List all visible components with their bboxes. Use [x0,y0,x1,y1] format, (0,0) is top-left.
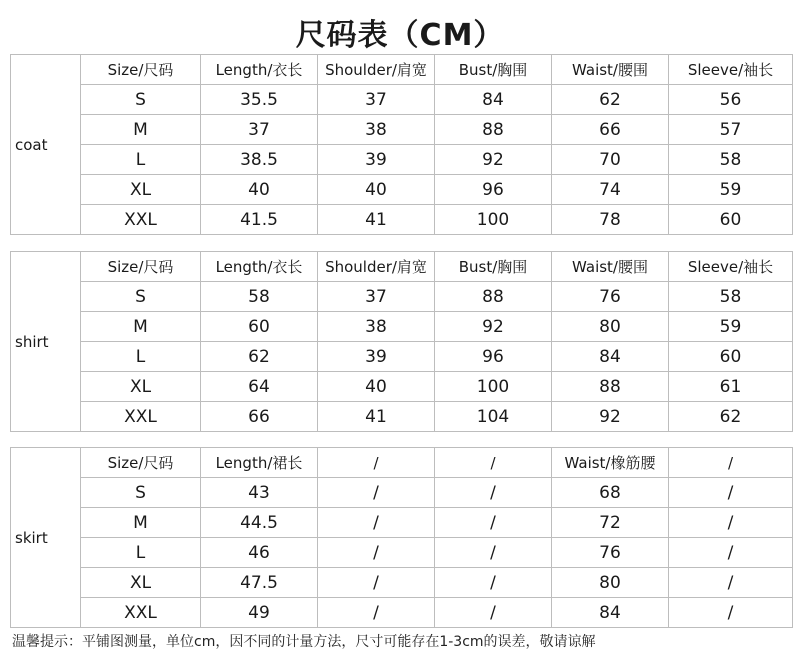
measurement-cell: 92 [552,402,669,432]
measurement-cell: 96 [435,342,552,372]
column-header: Waist/腰围 [552,252,669,282]
column-header: Length/裙长 [201,448,318,478]
measurement-cell: 49 [201,598,318,628]
column-header: Size/尺码 [81,252,201,282]
measurement-cell: 104 [435,402,552,432]
measurement-cell: / [435,598,552,628]
table-row [11,115,793,145]
measurement-cell: 35.5 [201,85,318,115]
measurement-cell: 74 [552,175,669,205]
column-header: / [669,448,793,478]
table-row [11,568,793,598]
measurement-cell: / [318,508,435,538]
measurement-cell: 66 [201,402,318,432]
measurement-cell: 59 [669,175,793,205]
measurement-cell: 66 [552,115,669,145]
table-row [11,282,793,312]
measurement-cell: 62 [201,342,318,372]
measurement-cell: 84 [552,342,669,372]
column-header: Length/衣长 [201,55,318,85]
measurement-cell: / [669,508,793,538]
measurement-cell: 61 [669,372,793,402]
table-row [11,312,793,342]
table-row [11,205,793,235]
size-cell: XXL [81,598,201,628]
column-header: Length/衣长 [201,252,318,282]
garment-label: coat [11,55,81,235]
column-header: Shoulder/肩宽 [318,55,435,85]
measurement-cell: 60 [669,342,793,372]
measurement-cell: 100 [435,205,552,235]
size-cell: S [81,282,201,312]
column-header: / [435,448,552,478]
size-cell: L [81,342,201,372]
measurement-cell: / [435,478,552,508]
measurement-cell: 72 [552,508,669,538]
table-row [11,175,793,205]
measurement-cell: 40 [318,372,435,402]
measurement-cell: 78 [552,205,669,235]
measurement-cell: 88 [435,115,552,145]
measurement-cell: 64 [201,372,318,402]
measurement-cell: 37 [318,85,435,115]
table-row [11,598,793,628]
measurement-cell: 96 [435,175,552,205]
size-cell: M [81,115,201,145]
size-cell: XXL [81,402,201,432]
table-row [11,342,793,372]
page-title: 尺码表（CM） [295,18,505,53]
measurement-cell: 84 [435,85,552,115]
column-header: Bust/胸围 [435,252,552,282]
measurement-cell: / [669,568,793,598]
table-row [11,372,793,402]
table-row [11,538,793,568]
measurement-cell: / [669,538,793,568]
measurement-cell: 84 [552,598,669,628]
measurement-cell: 43 [201,478,318,508]
size-cell: L [81,145,201,175]
table-row [11,145,793,175]
measurement-cell: 62 [552,85,669,115]
measurement-cell: 41 [318,205,435,235]
size-cell: XL [81,175,201,205]
measurement-cell: 59 [669,312,793,342]
measurement-cell: / [318,478,435,508]
size-cell: S [81,85,201,115]
measurement-cell: / [669,478,793,508]
measurement-cell: / [435,508,552,538]
column-header: Shoulder/肩宽 [318,252,435,282]
measurement-cell: 60 [669,205,793,235]
measurement-cell: 38 [318,115,435,145]
measurement-cell: 92 [435,145,552,175]
measurement-cell: 38 [318,312,435,342]
column-header: Size/尺码 [81,55,201,85]
skirt-size-table [10,447,793,628]
measurement-cell: 40 [318,175,435,205]
measurement-cell: 88 [435,282,552,312]
measurement-cell: 92 [435,312,552,342]
garment-label: skirt [11,448,81,628]
measurement-cell: 46 [201,538,318,568]
measurement-cell: / [435,538,552,568]
measurement-cell: 62 [669,402,793,432]
table-row [11,402,793,432]
table-row [11,478,793,508]
size-cell: L [81,538,201,568]
measurement-cell: / [318,598,435,628]
header-row [11,55,793,85]
measurement-cell: 80 [552,312,669,342]
coat-size-table [10,54,793,235]
table-row [11,85,793,115]
measurement-cell: 76 [552,538,669,568]
header-row [11,448,793,478]
measurement-cell: / [318,568,435,598]
column-header: Sleeve/袖长 [669,252,793,282]
measurement-cell: 76 [552,282,669,312]
size-cell: XL [81,372,201,402]
measurement-cell: 58 [669,282,793,312]
measurement-cell: 60 [201,312,318,342]
header-row [11,252,793,282]
measurement-cell: 39 [318,145,435,175]
size-cell: XXL [81,205,201,235]
column-header: / [318,448,435,478]
measurement-cell: 37 [201,115,318,145]
measurement-cell: 56 [669,85,793,115]
measurement-cell: / [435,568,552,598]
measurement-cell: 40 [201,175,318,205]
size-cell: XL [81,568,201,598]
measurement-cell: 80 [552,568,669,598]
measurement-cell: 37 [318,282,435,312]
measurement-cell: 100 [435,372,552,402]
measurement-cell: 88 [552,372,669,402]
size-cell: S [81,478,201,508]
measurement-cell: 39 [318,342,435,372]
measurement-cell: 38.5 [201,145,318,175]
size-cell: M [81,508,201,538]
table-row [11,508,793,538]
column-header: Bust/胸围 [435,55,552,85]
measurement-cell: / [669,598,793,628]
measurement-cell: 44.5 [201,508,318,538]
measurement-cell: 58 [201,282,318,312]
size-cell: M [81,312,201,342]
measurement-cell: / [318,538,435,568]
shirt-size-table [10,251,793,432]
column-header: Sleeve/袖长 [669,55,793,85]
column-header: Waist/腰围 [552,55,669,85]
measurement-cell: 70 [552,145,669,175]
measurement-cell: 68 [552,478,669,508]
measurement-cell: 47.5 [201,568,318,598]
garment-label: shirt [11,252,81,432]
column-header: Waist/橡筋腰 [552,448,669,478]
measurement-cell: 58 [669,145,793,175]
measurement-cell: 57 [669,115,793,145]
column-header: Size/尺码 [81,448,201,478]
measurement-footnote: 温馨提示：平铺图测量，单位cm，因不同的计量方法，尺寸可能存在1-3cm的误差，敬请谅解 [12,634,596,650]
measurement-cell: 41.5 [201,205,318,235]
measurement-cell: 41 [318,402,435,432]
